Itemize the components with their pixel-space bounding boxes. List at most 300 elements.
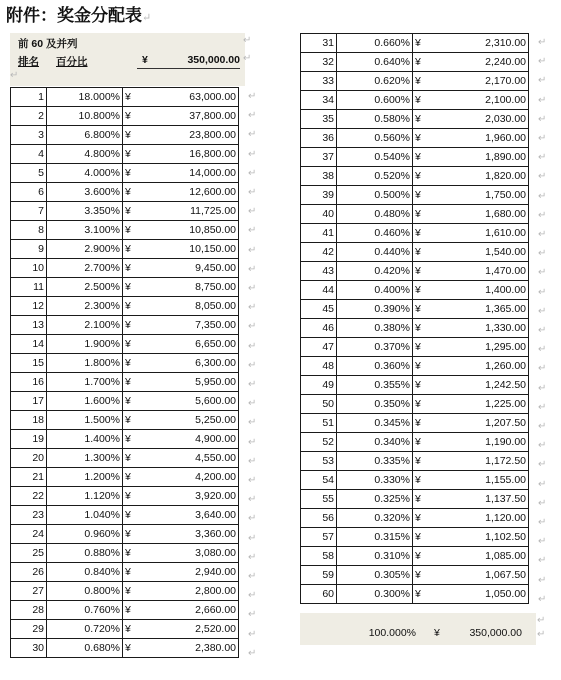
rank-cell: 26 <box>11 563 47 582</box>
table-row <box>301 53 529 72</box>
table-row <box>301 433 529 452</box>
row-end-mark-icon: ↵ <box>248 398 257 410</box>
table-row <box>301 167 529 186</box>
title-text: 附件：奖金分配表 <box>6 6 142 26</box>
amount-cell: 9,450.00 <box>136 259 239 278</box>
table-header-block <box>10 33 252 86</box>
amount-cell: 2,100.00 <box>426 91 529 110</box>
rank-cell: 9 <box>11 240 47 259</box>
percent-cell: 0.720% <box>47 620 123 639</box>
rank-cell: 41 <box>301 224 337 243</box>
rank-cell: 35 <box>301 110 337 129</box>
currency-cell: ¥ <box>123 259 137 278</box>
row-end-mark-icon: ↵ <box>538 401 547 413</box>
percent-cell: 4.000% <box>47 164 123 183</box>
currency-cell: ¥ <box>413 319 427 338</box>
row-end-mark-icon: ↵ <box>538 267 547 279</box>
amount-cell: 37,800.00 <box>136 107 239 126</box>
percent-cell: 0.370% <box>337 338 413 357</box>
percent-cell: 0.355% <box>337 376 413 395</box>
percent-cell: 0.500% <box>337 186 413 205</box>
table-row <box>301 338 529 357</box>
percent-cell: 1.600% <box>47 392 123 411</box>
percent-cell: 0.315% <box>337 528 413 547</box>
amount-cell: 1,960.00 <box>426 129 529 148</box>
row-end-mark-icon: ↵ <box>538 75 547 87</box>
amount-cell: 2,310.00 <box>426 34 529 53</box>
amount-cell: 1,067.50 <box>426 566 529 585</box>
currency-cell: ¥ <box>123 221 137 240</box>
rank-cell: 28 <box>11 601 47 620</box>
currency-cell: ¥ <box>413 281 427 300</box>
row-end-mark-icon: ↵ <box>248 359 257 371</box>
percent-cell: 0.390% <box>337 300 413 319</box>
row-end-mark-icon: ↵ <box>248 647 257 659</box>
percent-cell: 1.700% <box>47 373 123 392</box>
currency-cell: ¥ <box>413 395 427 414</box>
currency-cell: ¥ <box>413 357 427 376</box>
percent-cell: 0.800% <box>47 582 123 601</box>
table-row <box>301 148 529 167</box>
percent-cell: 0.305% <box>337 566 413 585</box>
row-end-mark-icon: ↵ <box>538 94 547 106</box>
percent-cell: 1.200% <box>47 468 123 487</box>
bonus-table-left <box>10 87 239 658</box>
amount-cell: 12,600.00 <box>136 183 239 202</box>
footer-total-amount: 350,000.00 <box>469 627 522 639</box>
rank-cell: 40 <box>301 205 337 224</box>
currency-cell: ¥ <box>413 547 427 566</box>
rank-cell: 29 <box>11 620 47 639</box>
table-row <box>11 354 239 373</box>
table-row <box>11 240 239 259</box>
percent-cell: 0.380% <box>337 319 413 338</box>
percent-cell: 0.320% <box>337 509 413 528</box>
row-end-mark-icon: ↵ <box>248 494 257 506</box>
rank-cell: 53 <box>301 452 337 471</box>
amount-cell: 1,400.00 <box>426 281 529 300</box>
rank-cell: 25 <box>11 544 47 563</box>
currency-cell: ¥ <box>123 563 137 582</box>
currency-cell: ¥ <box>413 452 427 471</box>
currency-cell: ¥ <box>123 164 137 183</box>
table-row <box>301 300 529 319</box>
table-row <box>11 392 239 411</box>
amount-cell: 4,550.00 <box>136 449 239 468</box>
amount-cell: 8,750.00 <box>136 278 239 297</box>
percent-cell: 0.880% <box>47 544 123 563</box>
currency-cell: ¥ <box>123 373 137 392</box>
row-end-mark-icon: ↵ <box>538 325 547 336</box>
currency-cell: ¥ <box>413 243 427 262</box>
amount-cell: 16,800.00 <box>136 145 239 164</box>
row-end-mark-icon: ↵ <box>538 286 547 298</box>
amount-cell: 3,360.00 <box>136 525 239 544</box>
table-row <box>301 243 529 262</box>
rank-cell: 55 <box>301 490 337 509</box>
row-end-mark-icon: ↵ <box>248 590 257 602</box>
row-end-mark-icon: ↵ <box>538 536 547 548</box>
percent-cell: 0.350% <box>337 395 413 414</box>
currency-cell: ¥ <box>413 414 427 433</box>
rank-cell: 14 <box>11 335 47 354</box>
currency-cell: ¥ <box>413 509 427 528</box>
row-end-mark-icon: ↵ <box>248 455 257 467</box>
row-end-mark-icon: ↵ <box>538 344 547 356</box>
percent-cell: 3.100% <box>47 221 123 240</box>
row-end-mark-icon: ↵ <box>538 190 547 202</box>
footer-currency: ¥ <box>434 627 440 639</box>
percent-cell: 18.000% <box>47 88 123 107</box>
percent-cell: 0.520% <box>337 167 413 186</box>
rank-cell: 42 <box>301 243 337 262</box>
table-row <box>11 373 239 392</box>
currency-cell: ¥ <box>413 566 427 585</box>
amount-cell: 1,680.00 <box>426 205 529 224</box>
rank-cell: 46 <box>301 319 337 338</box>
table-row <box>301 452 529 471</box>
currency-cell: ¥ <box>123 240 137 259</box>
currency-cell: ¥ <box>123 639 137 658</box>
amount-cell: 1,120.00 <box>426 509 529 528</box>
currency-cell: ¥ <box>123 88 137 107</box>
percent-cell: 0.360% <box>337 357 413 376</box>
percent-cell: 0.310% <box>337 547 413 566</box>
percent-cell: 0.760% <box>47 601 123 620</box>
row-end-mark-icon: ↵ <box>248 148 257 160</box>
rank-cell: 48 <box>301 357 337 376</box>
currency-cell: ¥ <box>413 186 427 205</box>
row-end-mark-icon: ↵ <box>248 321 257 333</box>
currency-cell: ¥ <box>123 107 137 126</box>
percent-cell: 6.800% <box>47 126 123 145</box>
rank-cell: 11 <box>11 278 47 297</box>
rank-cell: 56 <box>301 509 337 528</box>
percent-cell: 0.330% <box>337 471 413 490</box>
document-title <box>6 4 151 28</box>
row-end-mark-icon: ↵ <box>538 248 547 260</box>
row-end-mark-icon: ↵ <box>538 37 547 48</box>
rank-cell: 52 <box>301 433 337 452</box>
row-end-mark-icon: ↵ <box>248 129 257 141</box>
amount-cell: 1,610.00 <box>426 224 529 243</box>
table-row <box>301 205 529 224</box>
currency-cell: ¥ <box>413 224 427 243</box>
table-row <box>11 297 239 316</box>
rank-cell: 5 <box>11 164 47 183</box>
percent-cell: 0.620% <box>337 72 413 91</box>
percent-cell: 2.700% <box>47 259 123 278</box>
rank-cell: 60 <box>301 585 337 604</box>
currency-cell: ¥ <box>413 490 427 509</box>
currency-cell: ¥ <box>123 126 137 145</box>
amount-cell: 6,650.00 <box>136 335 239 354</box>
percent-cell: 0.420% <box>337 262 413 281</box>
percent-cell: 1.800% <box>47 354 123 373</box>
currency-cell: ¥ <box>123 430 137 449</box>
rank-cell: 22 <box>11 487 47 506</box>
bonus-table-right <box>300 33 529 604</box>
table-row <box>301 509 529 528</box>
table-row <box>301 72 529 91</box>
row-end-mark-icon: ↵ <box>248 513 257 525</box>
amount-cell: 7,350.00 <box>136 316 239 335</box>
amount-cell: 1,470.00 <box>426 262 529 281</box>
rank-cell: 38 <box>301 167 337 186</box>
table-row <box>11 126 239 145</box>
amount-cell: 5,250.00 <box>136 411 239 430</box>
table-row <box>11 164 239 183</box>
currency-cell: ¥ <box>413 34 427 53</box>
percent-cell: 1.500% <box>47 411 123 430</box>
row-end-mark-icon: ↵ <box>248 609 257 621</box>
currency-cell: ¥ <box>123 354 137 373</box>
table-row <box>301 186 529 205</box>
rank-cell: 23 <box>11 506 47 525</box>
table-row <box>301 281 529 300</box>
rank-cell: 16 <box>11 373 47 392</box>
amount-cell: 2,240.00 <box>426 53 529 72</box>
currency-cell: ¥ <box>413 585 427 604</box>
amount-cell: 1,190.00 <box>426 433 529 452</box>
rank-cell: 19 <box>11 430 47 449</box>
amount-underline <box>137 68 240 69</box>
table-row <box>301 528 529 547</box>
rank-cell: 8 <box>11 221 47 240</box>
table-row <box>301 395 529 414</box>
row-end-mark-icon: ↵ <box>538 574 547 586</box>
table-row <box>301 547 529 566</box>
rank-cell: 21 <box>11 468 47 487</box>
percent-cell: 4.800% <box>47 145 123 164</box>
amount-cell: 23,800.00 <box>136 126 239 145</box>
row-end-mark-icon: ↵ <box>538 517 547 528</box>
percent-cell: 0.300% <box>337 585 413 604</box>
table-row <box>11 335 239 354</box>
rank-cell: 2 <box>11 107 47 126</box>
currency-cell: ¥ <box>123 601 137 620</box>
rank-cell: 47 <box>301 338 337 357</box>
amount-cell: 2,940.00 <box>136 563 239 582</box>
table-row <box>11 202 239 221</box>
amount-cell: 1,207.50 <box>426 414 529 433</box>
currency-cell: ¥ <box>413 376 427 395</box>
rank-cell: 18 <box>11 411 47 430</box>
percent-cell: 0.335% <box>337 452 413 471</box>
percent-cell: 2.300% <box>47 297 123 316</box>
currency-cell: ¥ <box>413 91 427 110</box>
cell-mark-icon: ↵ <box>537 629 546 640</box>
amount-cell: 11,725.00 <box>136 202 239 221</box>
amount-cell: 2,030.00 <box>426 110 529 129</box>
amount-cell: 63,000.00 <box>136 88 239 107</box>
currency-cell: ¥ <box>413 338 427 357</box>
rank-cell: 20 <box>11 449 47 468</box>
rank-cell: 24 <box>11 525 47 544</box>
currency-cell: ¥ <box>123 506 137 525</box>
amount-cell: 1,365.00 <box>426 300 529 319</box>
table-row <box>11 183 239 202</box>
rank-cell: 49 <box>301 376 337 395</box>
rank-cell: 36 <box>301 129 337 148</box>
table-row <box>11 544 239 563</box>
row-end-mark-icon: ↵ <box>538 478 547 490</box>
currency-cell: ¥ <box>123 620 137 639</box>
row-end-mark-icon: ↵ <box>248 436 257 448</box>
rank-cell: 1 <box>11 88 47 107</box>
header-currency: ¥ <box>142 54 148 66</box>
amount-cell: 1,890.00 <box>426 148 529 167</box>
row-end-mark-icon: ↵ <box>538 382 547 394</box>
amount-cell: 1,102.50 <box>426 528 529 547</box>
percent-column-header: 百分比 <box>56 56 88 68</box>
row-end-mark-icon: ↵ <box>248 187 257 198</box>
row-end-mark-icon: ↵ <box>538 113 547 125</box>
amount-cell: 14,000.00 <box>136 164 239 183</box>
table-row <box>11 145 239 164</box>
percent-cell: 0.345% <box>337 414 413 433</box>
table-row <box>11 278 239 297</box>
row-end-mark-icon: ↵ <box>538 229 547 240</box>
rank-cell: 6 <box>11 183 47 202</box>
footer-total-percent: 100.000% <box>368 627 416 639</box>
table-row <box>11 107 239 126</box>
amount-cell: 3,920.00 <box>136 487 239 506</box>
row-end-mark-icon: ↵ <box>248 475 257 486</box>
table-row <box>301 224 529 243</box>
amount-cell: 1,085.00 <box>426 547 529 566</box>
amount-cell: 1,260.00 <box>426 357 529 376</box>
rank-cell: 58 <box>301 547 337 566</box>
table-row <box>11 88 239 107</box>
amount-cell: 3,080.00 <box>136 544 239 563</box>
amount-cell: 1,750.00 <box>426 186 529 205</box>
table-row <box>301 490 529 509</box>
row-end-mark-icon: ↵ <box>248 551 257 563</box>
rank-cell: 30 <box>11 639 47 658</box>
amount-cell: 1,242.50 <box>426 376 529 395</box>
currency-cell: ¥ <box>123 202 137 221</box>
amount-cell: 10,850.00 <box>136 221 239 240</box>
rank-cell: 37 <box>301 148 337 167</box>
rank-cell: 15 <box>11 354 47 373</box>
percent-cell: 0.660% <box>337 34 413 53</box>
table-row <box>301 91 529 110</box>
rank-cell: 31 <box>301 34 337 53</box>
row-end-mark-icon: ↵ <box>248 91 257 102</box>
table-row <box>11 411 239 430</box>
table-row <box>11 487 239 506</box>
percent-cell: 0.560% <box>337 129 413 148</box>
currency-cell: ¥ <box>123 544 137 563</box>
currency-cell: ¥ <box>123 335 137 354</box>
row-end-mark-icon: ↵ <box>248 206 257 218</box>
table-row <box>11 316 239 335</box>
currency-cell: ¥ <box>413 433 427 452</box>
currency-cell: ¥ <box>123 582 137 601</box>
currency-cell: ¥ <box>123 411 137 430</box>
amount-cell: 3,640.00 <box>136 506 239 525</box>
row-end-mark-icon: ↵ <box>248 571 257 582</box>
table-row <box>11 639 239 658</box>
row-end-mark-icon: ↵ <box>538 555 547 567</box>
percent-cell: 0.440% <box>337 243 413 262</box>
table-row <box>301 34 529 53</box>
currency-cell: ¥ <box>123 392 137 411</box>
currency-cell: ¥ <box>413 205 427 224</box>
row-end-mark-icon: ↵ <box>538 440 547 452</box>
cell-mark-icon: ↵ <box>537 615 546 626</box>
currency-cell: ¥ <box>413 110 427 129</box>
amount-cell: 1,155.00 <box>426 471 529 490</box>
row-end-mark-icon: ↵ <box>538 305 547 317</box>
rank-cell: 54 <box>301 471 337 490</box>
currency-cell: ¥ <box>123 468 137 487</box>
table-row <box>301 585 529 604</box>
percent-cell: 1.900% <box>47 335 123 354</box>
row-end-mark-icon: ↵ <box>538 497 547 509</box>
row-end-mark-icon: ↵ <box>538 209 547 221</box>
row-end-mark-icon: ↵ <box>248 340 257 352</box>
percent-cell: 0.640% <box>337 53 413 72</box>
percent-cell: 0.460% <box>337 224 413 243</box>
percent-cell: 1.040% <box>47 506 123 525</box>
percent-cell: 0.580% <box>337 110 413 129</box>
row-end-mark-icon: ↵ <box>538 152 547 164</box>
table-row <box>301 110 529 129</box>
table-row <box>11 449 239 468</box>
percent-cell: 2.500% <box>47 278 123 297</box>
percent-cell: 0.600% <box>337 91 413 110</box>
amount-cell: 2,800.00 <box>136 582 239 601</box>
amount-cell: 2,660.00 <box>136 601 239 620</box>
table-row <box>11 259 239 278</box>
row-end-mark-icon: ↵ <box>248 283 257 294</box>
table-row <box>11 620 239 639</box>
row-end-mark-icon: ↵ <box>248 302 257 314</box>
currency-cell: ¥ <box>123 145 137 164</box>
cell-mark-icon: ↵ <box>243 53 252 64</box>
currency-cell: ¥ <box>123 278 137 297</box>
table-row <box>301 129 529 148</box>
row-end-mark-icon: ↵ <box>248 628 257 640</box>
percent-cell: 0.960% <box>47 525 123 544</box>
table-footer-total <box>300 613 546 645</box>
currency-cell: ¥ <box>413 53 427 72</box>
table-row <box>11 582 239 601</box>
percent-cell: 2.900% <box>47 240 123 259</box>
currency-cell: ¥ <box>413 262 427 281</box>
paragraph-mark-icon: ↵ <box>142 11 152 24</box>
currency-cell: ¥ <box>413 72 427 91</box>
table-row <box>301 471 529 490</box>
table-row <box>301 357 529 376</box>
rank-cell: 7 <box>11 202 47 221</box>
row-end-mark-icon: ↵ <box>538 56 547 68</box>
row-end-mark-icon: ↵ <box>248 110 257 122</box>
amount-cell: 5,600.00 <box>136 392 239 411</box>
currency-cell: ¥ <box>123 316 137 335</box>
table-row <box>11 563 239 582</box>
cell-mark-icon: ↵ <box>10 70 19 81</box>
currency-cell: ¥ <box>413 528 427 547</box>
amount-cell: 4,900.00 <box>136 430 239 449</box>
amount-cell: 1,295.00 <box>426 338 529 357</box>
currency-cell: ¥ <box>413 167 427 186</box>
amount-cell: 2,170.00 <box>426 72 529 91</box>
amount-cell: 2,520.00 <box>136 620 239 639</box>
amount-cell: 2,380.00 <box>136 639 239 658</box>
